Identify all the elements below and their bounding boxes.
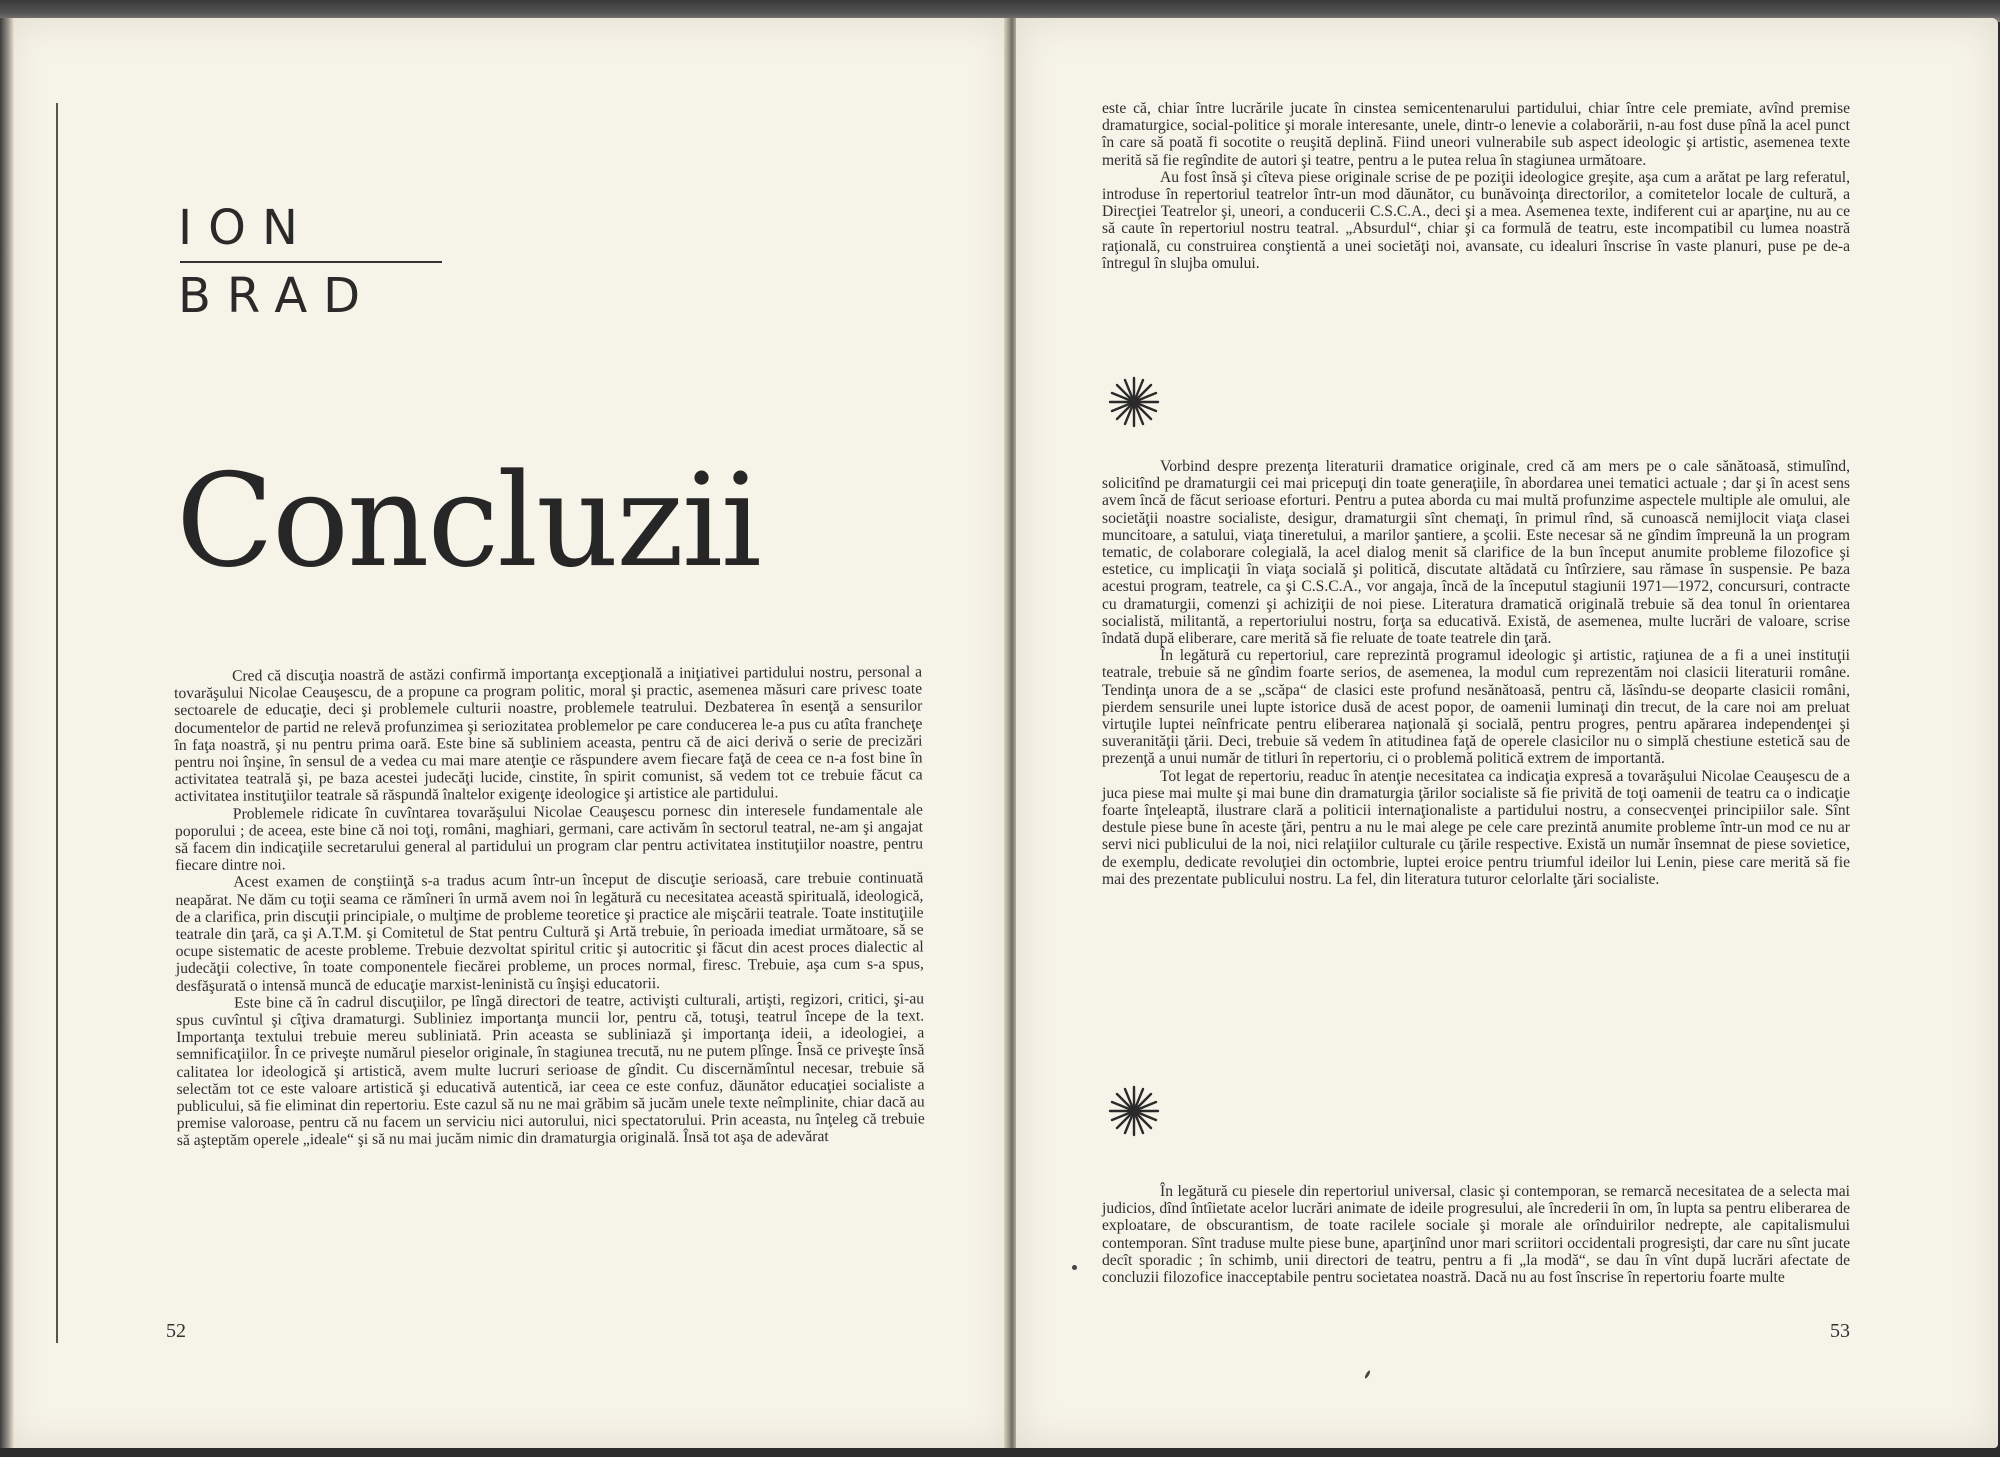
paragraph: Tot legat de repertoriu, readuc în atenţie necesitatea ca indicaţia expresă a tovarăşului Nicolae Ceauşescu de a juca piese mai multe şi mai bune din dramaturgia ţărilor socialiste să fie privită de toţi oamenii de teatru ca o indicaţie foarte înţeleaptă, ilustrare clară a politicii internaţionaliste a partidului nostru, a consecvenţei principiilor sale. Sînt destule piese bune în aceste ţări, pentru a nu le mai alege pe cele care prezintă anumite probleme într-un mod ce nu ar servi nici publicului de la noi, nici relaţiilor culturale cu ţările respective. Există un număr însemnat de piese sovietice, de exemplu, dedicate revoluţiei din octombrie, luptei eroice pentru triumful ideilor lui Lenin, piese care merită să fie mai des prezentate publicului nostru. La fel, din literatura tuturor celorlalte ţări socialiste. [1102,767,1850,888]
paragraph: Acest examen de conştiinţă s-a tradus acum într-un început de discuţie serioasă, care trebuie continuată neapărat. Ne dăm cu toţii seama ce rămîneri în urmă avem noi în legătură cu necesitatea această spirituală, ideologică, de a clarifica, prin discuţii principiale, o mulţime de probleme teoretice şi practice ale mişcării teatrale. Toate instituţiile teatrale din ţară, ca şi A.T.M. şi Comitetul de Stat pentru Cultură şi Artă trebuie, în perioada imediat următoare, să se ocupe sistematic de aceste probleme. Trebuie dezvoltat spiritul critic şi autocritic şi făcut din acest proces dialectic al judecăţii colective, în toate componentele fiecărei probleme, un proces normal, firesc. Trebuie, aşa cum s-a spus, desfăşurată o intensă muncă de educaţie marxist-leninistă cu înşişi educatorii. [175,869,924,995]
sunburst-asterisk-icon [1106,374,1162,430]
left-page [6,18,1010,1448]
sunburst-asterisk-icon [1106,1083,1162,1139]
author-last-name: BRAD [178,268,377,324]
scan-edge-left [0,18,14,1448]
author-divider [180,261,442,263]
paragraph: Cred că discuţia noastră de astăzi confirmă importanţa excepţională a iniţiativei partidului nostru, personal a tovarăşului Nicolae Ceauşescu, de a propune ca program politic, moral şi practic, asemenea măsuri care privesc toate sectoarele de educaţie, deci şi problemele culturii noastre, problemele teatrului. Dezbaterea în esenţă a sensurilor documentelor de partid ne relevă profunzimea şi seriozitatea problemelor pe care conducerea le-a pus cu atîta francheţe în faţa noastră, şi nu pentru prima oară. Este bine să subliniem aceasta, pentru că de aici derivă o serie de precizări pentru noi înşine, în sensul de a vedea cu mai mare atenţie ce răspundere avem fiecare faţă de ceea ce n-a fost bine în activitatea teatrală şi, pe baza acestei judecăţi lucide, cinstite, în spirit comunist, să vedem tot ce trebuie făcut ca activitatea instituţiilor teatrale să răspundă înaltelor exigenţe ideologice şi artistice ale partidului. [174,663,923,806]
paragraph: Problemele ridicate în cuvîntarea tovarăşului Nicolae Ceauşescu pornesc din interesele fundamentale ale poporului ; de aceea, este bine că noi toţi, români, maghiari, germani, care activăm în sectorul teatral, ne-am şi angajat să facem din indicaţiile secretarului general al partidului un program clar pentru activitatea instituţiilor noastre, pentru fiecare dintre noi. [174,801,924,875]
page-edge-line [56,103,58,1343]
article-body-right-section-3 [1102,1183,1850,1286]
right-page [1016,18,1998,1448]
paragraph: este că, chiar între lucrările jucate în cinstea semicentenarului partidului, chiar între cele premiate, avînd premise dramaturgice, social-politice şi morale interesante, unele, dintr-o lenevie a colaborării, n-au fost duse pînă la acel punct în care să poată fi socotite o reuşită deplină. Fiind uneori vulnerabile sub aspect ideologic şi artistic, asemenea texte merită să fie regîndite de autori şi teatre, pentru a le putea relua în stagiunea următoare. [1102,100,1850,169]
paragraph: Vorbind despre prezenţa literaturii dramatice originale, cred că am mers pe o cale sănătoasă, stimulînd, solicitînd pe dramaturgii cei mai pricepuţi din toate generaţiile, în abordarea unei tematici actuale ; dar şi în acest sens avem încă de făcut serioase eforturi. Pentru a putea aborda cu mai multă profunzime aspectele multiple ale omului, ale societăţii noastre socialiste, desigur, dramaturgii sînt chemaţi, în primul rînd, să cunoască nemijlocit viaţa clasei muncitoare, a satului, viaţa tineretului, a marilor şantiere, a şcolii. Este necesar să ne gîndim împreună la un program tematic, de colaborare colegială, la acel dialog menit să clarifice de la bun început anumite probleme filozofice şi estetice, cu implicaţii în viaţa socială şi politică, discutate altădată cu întîrziere, sau rămase în suspensie. Pe baza acestui program, teatrele, ca şi C.S.C.A., vor angaja, încă de la începutul stagiunii 1971—1972, concursuri, contracte cu dramaturgii, comenzi şi achiziţii de noi piese. Literatura dramatică originală trebuie să dea tonul în orientarea socialistă, militantă, a repertoriului nostru, forţa sa educativă. Există, de asemenea, multe lucrări de valoare, scrise îndată după eliberare, care merită să fie reluate de toate teatrele din ţară. [1102,458,1850,648]
page-number-left: 52 [166,1320,186,1342]
article-body-right-section-1 [1102,100,1850,272]
article-body-right-section-2 [1102,458,1850,888]
article-body-left [174,663,925,1149]
print-speck [1072,1265,1077,1270]
author-first-name: ION [178,200,314,256]
article-title: Concluzii [176,447,760,596]
print-speck [1364,1370,1371,1379]
paragraph: Este bine că în cadrul discuţiilor, pe lîngă directori de teatre, activişti culturali, artişti, regizori, critici, şi-au spus cuvîntul şi cîţiva dramaturgi. Subliniez importanţa muncii lor, pentru că, totuşi, teatrul începe de la text. Importanţa textului trebuie mereu subliniată. Prin aceasta se subliniază şi importanţa ideii, a ideologiei, a semnificaţiilor. În ce priveşte numărul pieselor originale, în stagiunea trecută, nu ne putem plînge. Însă ce priveşte însă calitatea lor ideologică şi artistică, avem multe lucruri serioase de gîndit. Cu discernămîntul necesar, trebuie să selectăm tot ce este valoare artistică şi educativă autentică, iar ceea ce este confuz, dăunător educaţiei socialiste a publicului, să fie eliminat din repertoriu. Este cazul să nu ne mai grăbim să jucăm unele texte neîmplinite, chiar dacă au premise valoroase, pentru că nu facem un serviciu nici autorului, nici spectatorului. Prin aceasta, nu înţeleg că trebuie să aşteptăm operele „ideale“ şi să nu mai jucăm nimic din dramaturgia originală. Însă tot aşa de adevărat [176,990,925,1150]
paragraph: În legătură cu repertoriul, care reprezintă programul ideologic şi artistic, raţiunea de a fi a unei instituţii teatrale, trebuie să ne gîndim foarte serios, de asemenea, la modul cum reprezentăm noi clasicii literaturii române. Tendinţa unora de a se „scăpa“ de clasici este profund nesănătoasă, pentru că, lăsîndu-se deoparte clasicii români, pierdem sensurile unei lupte istorice dusă de acest popor, de oamenii luminaţi din trecut, de la care noi am preluat virtuţile luptei neînfricate pentru eliberarea naţională şi socială, pentru progres, pentru apărarea independenţei şi suveranităţii ţării. Deci, trebuie să vedem în atitudinea faţă de operele clasicilor nu o simplă chestiune estetică sau de prezenţă a unui număr de titluri în repertoriu, ci o problemă politică extrem de importantă. [1102,647,1850,768]
paragraph: În legătură cu piesele din repertoriul universal, clasic şi contemporan, se remarcă necesitatea de a selecta mai judicios, dînd întîietate acelor lucrări animate de ideile progresului, ale încrederii în om, în lupta sa pentru eliberarea de exploatare, de obscurantism, de toate racilele sociale şi morale ale orînduirilor nedrepte, ale capitalismului contemporan. Sînt traduse multe piese bune, aparţinînd unor mari scriitori occidentali progresişti, dar care nu sînt jucate decît sporadic ; în schimb, unii directori de teatru, pentru a fi „la modă“, se dau în vînt după lucrări afectate de concluzii filozofice inacceptabile pentru societatea noastră. Dacă nu au fost înscrise în repertoriu foarte multe [1102,1183,1850,1287]
paragraph: Au fost însă şi cîteva piese originale scrise de pe poziţii ideologice greşite, aşa cum a arătat pe larg referatul, introduse în repertoriul teatrelor într-un mod dăunător, cu bunăvoinţa directorilor, a comitetelor locale de cultură, a Direcţiei Teatrelor şi, uneori, a conducerii C.S.C.A., deci şi a mea. Asemenea texte, indiferent cui ar aparţine, nu au ce să caute în repertoriul nostru teatral. „Absurdul“, chiar şi ca formulă de teatru, este incompatibil cu lumea noastră raţională, cu construirea conştientă a unei societăţi noi, avansate, cu idealuri înscrise în vaste planuri, puse pe de-a întregul în slujba omului. [1102,168,1850,272]
page-number-right: 53 [1830,1320,1850,1342]
